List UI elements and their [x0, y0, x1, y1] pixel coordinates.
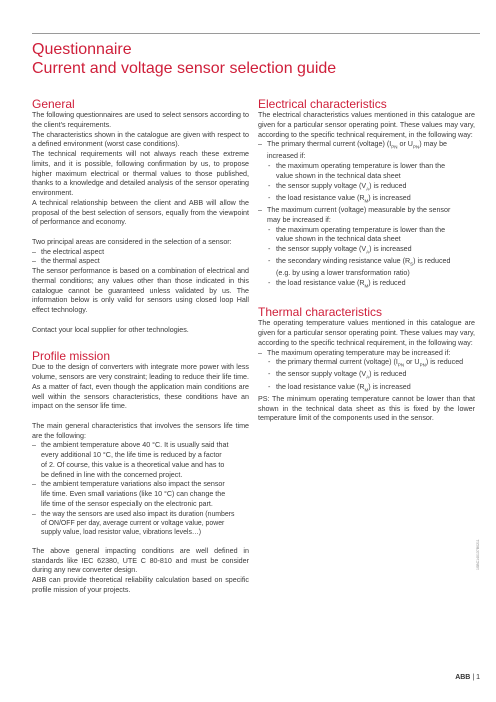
sub-item: - the maximum operating temperature is lower than the — [258, 226, 475, 236]
sub-item: - the primary thermal current (voltage) ($I_{PN}$ or $U_{PN}$) is reduced — [258, 358, 475, 370]
brand-name: ABB — [455, 674, 471, 681]
header-rule — [32, 33, 480, 34]
left-column: General The following questionnaires are used to select sensors according to the client's requirements. The characteristics shown in the catalogue are given with respect to a defined environment (worst case conditions). The technical requirements will not always reach these extreme limits, and it is possible, following confirmation by us, to propose higher maximum electrical or thermal values to those published, thanks to a knowledge and detailed analysis of the sensor operating environment. A technical relationship between the client and ABB will allow the proposal of the best selection of sensors, equally from the viewpoint of performance and economy. Two principal areas are considered in the selection of a sensor: – the electrical aspect – the thermal aspect The sensor performance is based on a combination of electrical and thermal conditions; any values other than those indicated in this catalogue cannot be guaranteed unless validated by us. The information below is only valid for sensors using closed loop Hall effect technology. Contact your local supplier for other technologies. Profile mission Due to the design of converters with integrate more power with less volume, sensors are very constraint; leading to reduce their life time. As a matter of fact, even though the application main conditions are well within the sensors characteristics, these conditions have an impact on the sensor life time. The main general characteristics that involves the sensors life time are the following: – the ambient temperature above 40 °C. It is usually said that every additional 10 °C, the life time is reduced by a factor of 2. Of course, this value is a theoretical value and has to be defined in line with the concerned project. – the ambient temperature variations also impact the sensor life time. Even small variations (like 10 °C) can change the life time of the sensor especially on the electronic part. – the way the sensors are used also impact its duration (numbers of ON/OFF per day, average current or voltage value, power supply value, load resistor value, vibrations levels…) The above general impacting conditions are well defined in standards like IEC 62380, UTE C 80-810 and must be consider during any new converter design. ABB can provide theoretical reliability calculation based on specific profile mission of your projects. — [32, 97, 249, 596]
sub-item: - the sensor supply voltage $(V_A)$ is reduced — [258, 370, 475, 382]
general-paragraph-5: Two principal areas are considered in the selection of a sensor: — [32, 237, 232, 246]
dash-item: – The primary thermal current (voltage) ($I_{PN}$ or $U_{PN}$) may be — [258, 140, 475, 152]
document-code: 1SBC140137B0211 — [476, 539, 480, 570]
sub-item: - the load resistance value $(R_M)$ is increased — [258, 194, 475, 206]
sub-item: - the sensor supply voltage $(V_A)$ is increased — [258, 245, 475, 257]
sub-item: - the load resistance value $(R_M)$ is reduced — [258, 279, 475, 291]
profile-paragraph-2: The main general characteristics that involves the sensors life time are the following: — [32, 421, 249, 440]
dash-item: – the electrical aspect — [32, 248, 249, 258]
sub-item: - the sensor supply voltage $(V_A)$ is reduced — [258, 182, 475, 194]
page-number: 1 — [476, 674, 480, 681]
general-paragraph-1: The following questionnaires are used to select sensors according to the client's requirements. — [32, 111, 249, 129]
page-footer — [455, 674, 480, 681]
general-paragraph-2: The characteristics shown in the catalogue are given with respect to a defined environment (worst case conditions). — [32, 130, 249, 149]
thermal-paragraph-1: The operating temperature values mentioned in this catalogue are given for a particular sensor operating point. These values may vary, according to the specific technical requirement, in the following way: — [258, 319, 475, 347]
footer-separator: | — [472, 674, 475, 681]
general-paragraph-4: A technical relationship between the client and ABB will allow the proposal of the best selection of sensors, equally from the viewpoint of performance and economy. — [32, 198, 249, 227]
thermal-ps-note: PS: The minimum operating temperature cannot be lower than that shown in the technical data sheet as this is fixed by the lower temperature limit of the components used in the sensor. — [258, 394, 475, 423]
page-subtitle: Current and voltage sensor selection guide — [32, 60, 337, 77]
sub-item: - the secondary winding resistance value $(R_S)$ is reduced — [258, 257, 475, 269]
dash-item: – The maximum operating temperature may be increased if: — [258, 349, 475, 359]
general-paragraph-7: Contact your local supplier for other technologies. — [32, 325, 189, 334]
sub-item: - the load resistance value $(R_M)$ is increased — [258, 383, 475, 395]
profile-paragraph-3: The above general impacting conditions are well defined in standards like IEC 62380, UTE C 80-810 and must be consider during any new converter design. — [32, 546, 249, 575]
section-heading-thermal: Thermal characteristics — [258, 305, 383, 320]
profile-paragraph-4: ABB can provide theoretical reliability calculation based on specific profile mission of your projects. — [32, 576, 249, 594]
sub-item: - the maximum operating temperature is lower than the — [258, 162, 475, 172]
profile-paragraph-1: Due to the design of converters with integrate more power with less volume, sensors are very constraint; leading to reduce their life time. As a matter of fact, even though the application main conditions are well within the sensors characteristics, these conditions have an impact on the sensor life time. — [32, 363, 249, 411]
dash-item: – the ambient temperature above 40 °C. It is usually said that — [32, 441, 249, 451]
right-column: Electrical characteristics The electrical characteristics values mentioned in this catalogue are given for a particular sensor operating point. These values may vary, according to the specific technical requirement, in the following way: – The primary thermal current (voltage) ($I_{PN}$ or $U_{PN}$) may be increased if: - the maximum operating temperature is lower than the value shown in the technical data sheet - the sensor supply voltage $(V_A)$ is reduced - the load resistance value $(R_M)$ is increased – The maximum current (voltage) measurable by the sensor may be increased if: - the maximum operating temperature is lower than the value shown in the technical data sheet - the sensor supply voltage $(V_A)$ is increased - the secondary winding resistance value $(R_S)$ is reduced (e.g. by using a lower transformation ratio) - the load resistance value $(R_M)$ is reduced Thermal characteristics The operating temperature values mentioned in this catalogue are given for a particular sensor operating point. These values may vary, according to the specific technical requirement, in the following way: – The maximum operating temperature may be increased if: - the primary thermal current (voltage) ($I_{PN}$ or $U_{PN}$) is reduced - the sensor supply voltage $(V_A)$ is reduced - the load resistance value $(R_M)$ is increased PS: The minimum operating temperature cannot be lower than that shown in the technical data sheet as this is fixed by the lower temperature limit of the components used in the sensor. — [258, 97, 475, 424]
dash-item: – the way the sensors are used also impact its duration (numbers — [32, 510, 249, 519]
electrical-paragraph-1: The electrical characteristics values mentioned in this catalogue are given for a particular sensor operating point. These values may vary, according to the specific technical requirement, in the following way: — [258, 111, 475, 139]
dash-item: – the ambient temperature variations also impact the sensor — [32, 480, 249, 490]
section-heading-electrical: Electrical characteristics — [258, 97, 387, 111]
dash-item: – the thermal aspect — [32, 257, 249, 267]
section-heading-profile: Profile mission — [32, 349, 111, 364]
page-title: Questionnaire — [32, 41, 132, 58]
section-heading-general: General — [32, 97, 75, 111]
dash-item: – The maximum current (voltage) measurable by the sensor — [258, 206, 475, 216]
general-paragraph-6: The sensor performance is based on a combination of electrical and thermal conditions; any values other than those indicated in this catalogue cannot be guaranteed unless validated by us. The information below is only valid for sensors using closed loop Hall effect technology. — [32, 267, 249, 314]
general-paragraph-3: The technical requirements will not always reach these extreme limits, and it is possible, following confirmation by us, to propose higher maximum electrical or thermal values to those published, thanks to a knowledge and detailed analysis of the sensor operating environment. — [32, 150, 249, 197]
